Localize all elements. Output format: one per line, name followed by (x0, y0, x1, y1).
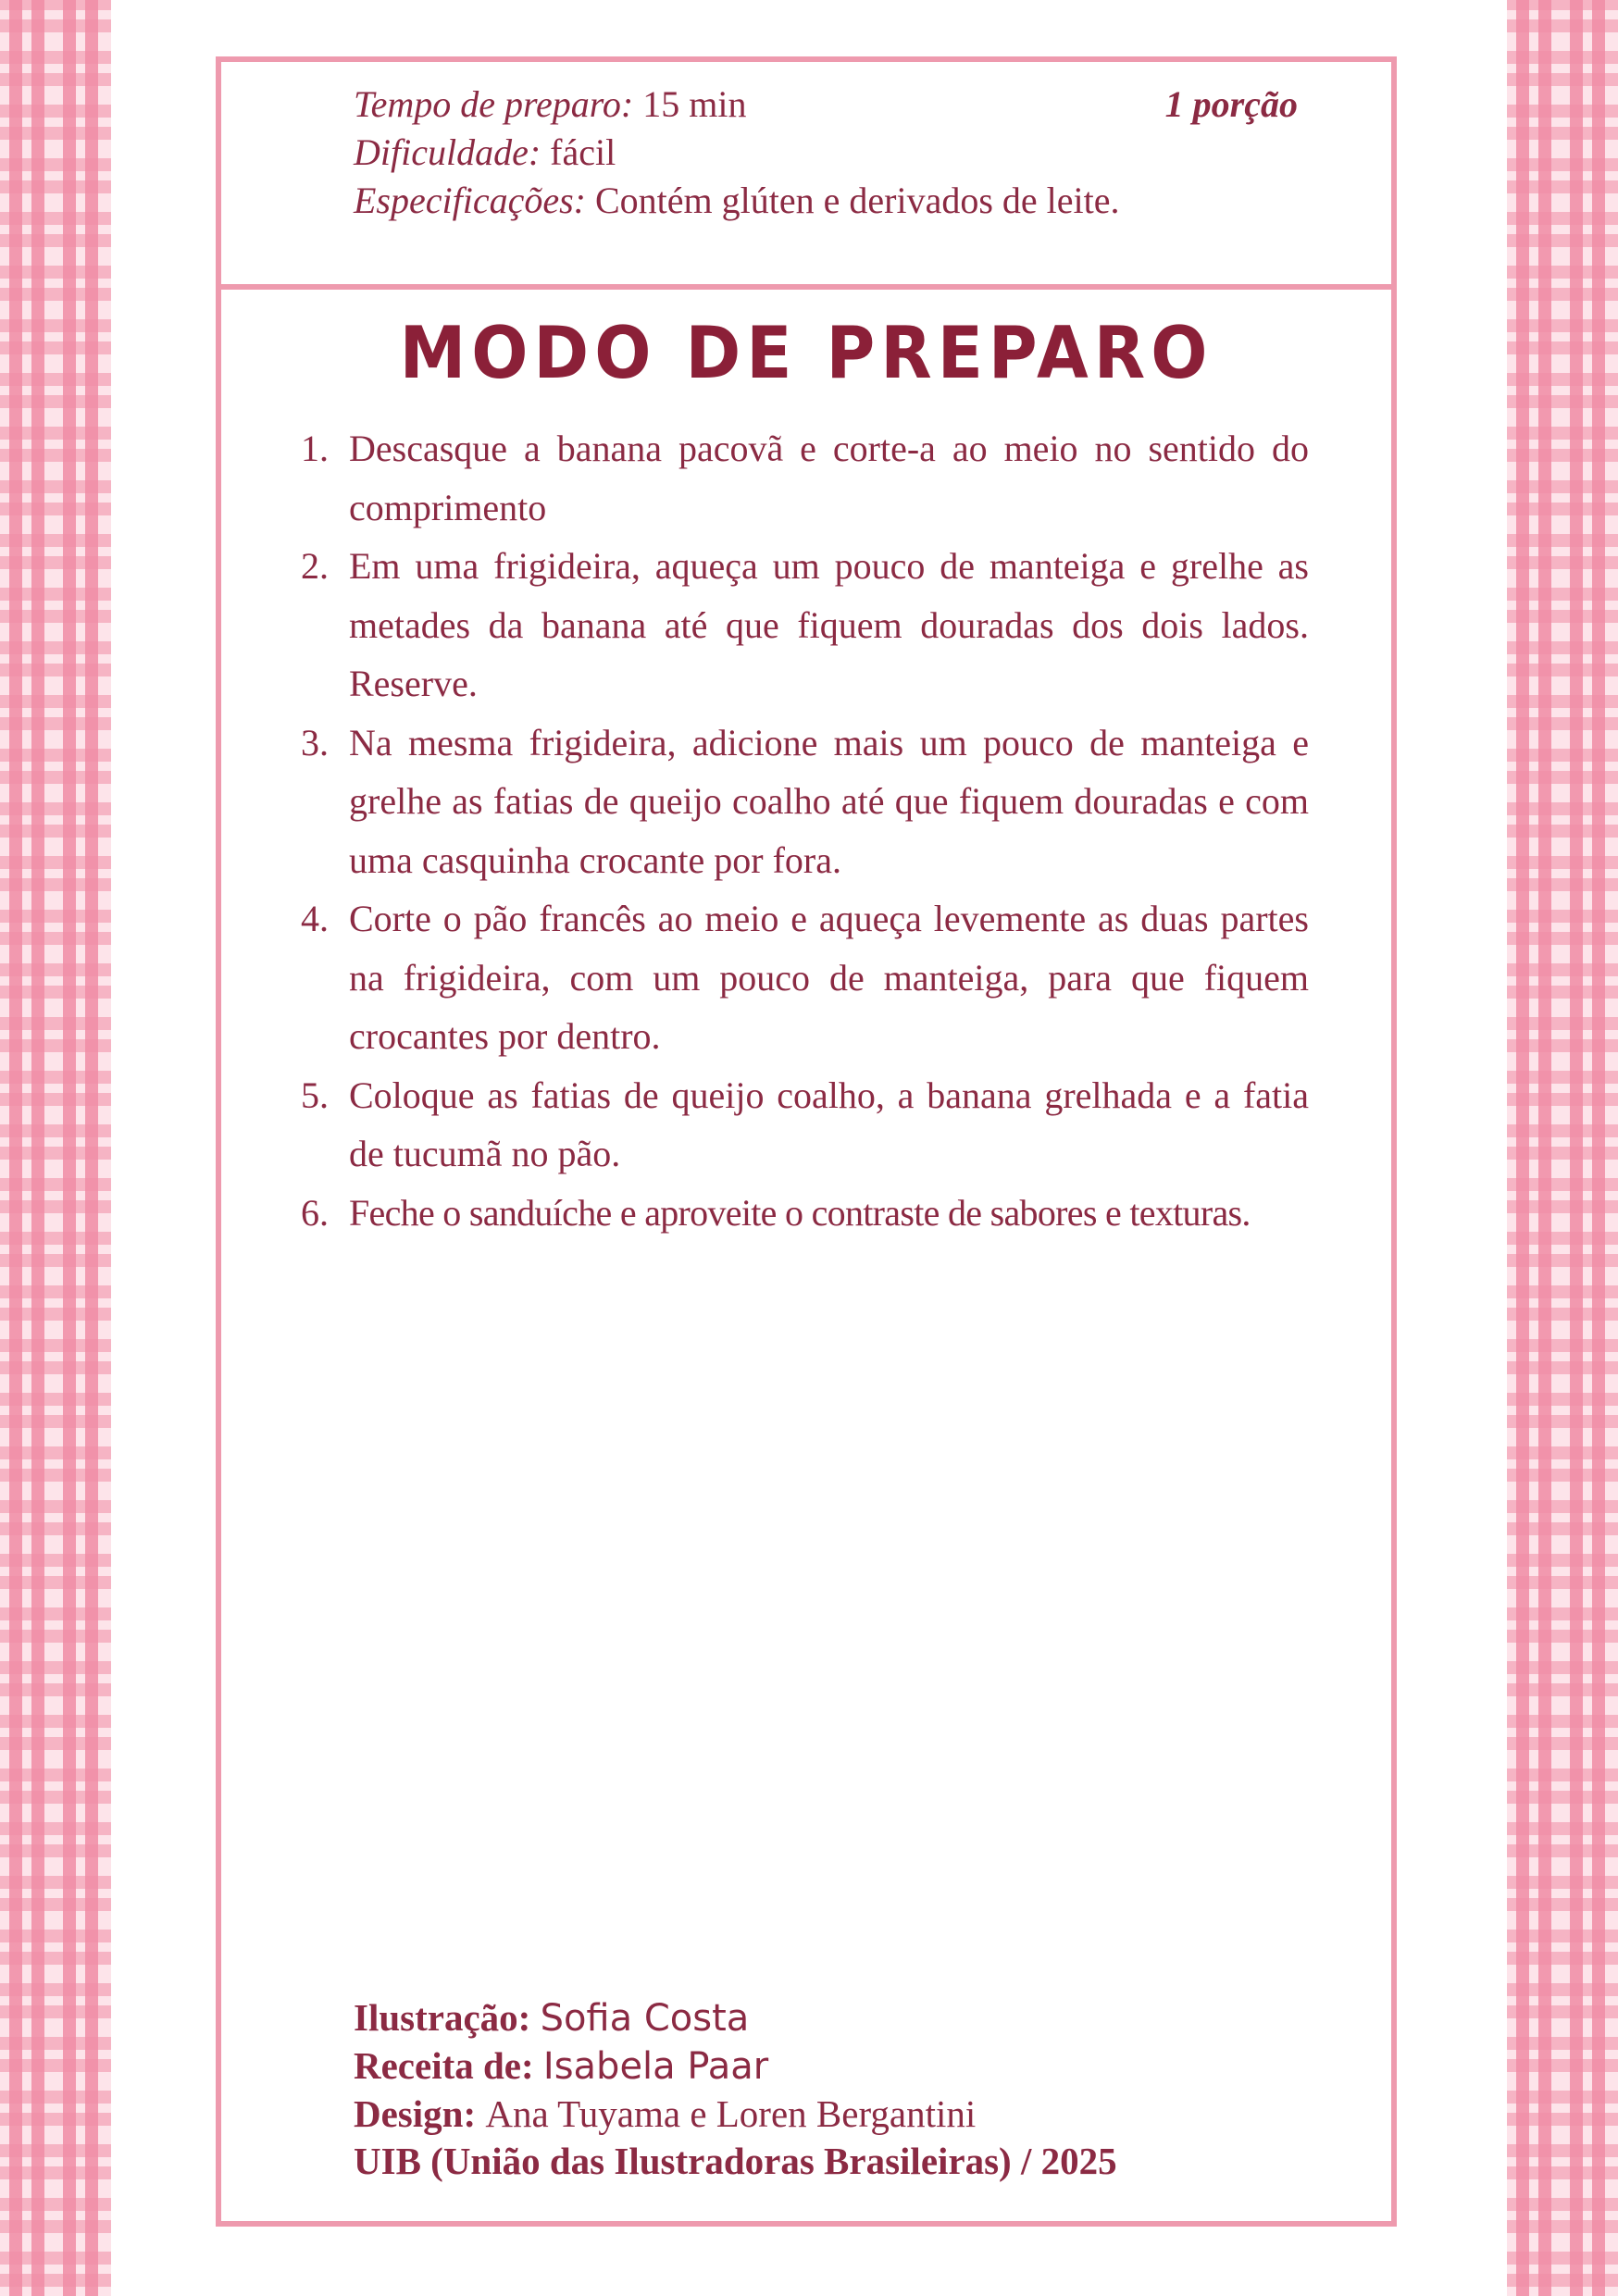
credit-recipe (354, 2042, 1117, 2091)
step-number: 4. (301, 898, 329, 939)
step-number: 1. (301, 428, 329, 469)
credit-illustration: Ilustração: Sofia Costa (354, 1996, 750, 2040)
recipe-label: Receita de: (354, 2044, 534, 2087)
step-item (277, 1066, 1309, 1184)
steps-list (277, 419, 1309, 1242)
design-label: Design: (354, 2092, 477, 2135)
section-title: MODO DE PREPARO (399, 310, 1214, 395)
difficulty-line (354, 129, 1298, 177)
recipe-value: Isabela Paar (542, 2045, 769, 2088)
credit-org (354, 2138, 1117, 2185)
org-label: UIB (União das Ilustradoras Brasileiras) / 2025 (354, 2140, 1117, 2182)
recipe-info (354, 81, 1298, 225)
step-text: Na mesma frigideira, adicione mais um pouco de manteiga e grelhe as fatias de queijo coalho até que fiquem douradas e com uma casquinha crocante por fora. (349, 721, 1309, 881)
step-text: Descasque a banana pacovã e corte-a ao meio no sentido do comprimento (349, 428, 1309, 528)
step-item (277, 889, 1309, 1066)
prep-time-line (354, 81, 1298, 129)
step-item (277, 714, 1309, 890)
step-text: Feche o sanduíche e aproveite o contraste de sabores e texturas. (349, 1191, 1251, 1234)
specs-value: Contém glúten e derivados de leite. (595, 180, 1120, 221)
step-text: Em uma frigideira, aqueça um pouco de manteiga e grelhe as metades da banana até que fiquem douradas dos dois lados. Reserve. (349, 545, 1309, 704)
step-item (277, 537, 1309, 714)
design-value: Ana Tuyama e Loren Bergantini (485, 2092, 977, 2135)
recipe-card (216, 56, 1397, 2227)
plaid-border-right (1507, 0, 1618, 2296)
credit-design (354, 2091, 1117, 2138)
card-divider (221, 284, 1391, 290)
difficulty-value: fácil (550, 131, 616, 173)
portion-label: 1 porção (1164, 83, 1298, 125)
plaid-border-left (0, 0, 111, 2296)
step-text: Coloque as fatias de queijo coalho, a banana grelhada e a fatia de tucumã no pão. (349, 1074, 1309, 1174)
credits (354, 1994, 1117, 2185)
step-number: 5. (301, 1074, 329, 1116)
specs-line (354, 177, 1298, 225)
illustration-value: Sofia Costa (540, 1997, 750, 2040)
step-item (277, 1184, 1309, 1243)
prep-time-value: 15 min (642, 83, 747, 125)
step-text: Corte o pão francês ao meio e aqueça levemente as duas partes na frigideira, com um pouco de manteiga, para que fiquem crocantes por dentro. (349, 898, 1309, 1057)
step-number: 6. (301, 1191, 329, 1234)
prep-time-label: Tempo de preparo: (354, 83, 634, 125)
specs-label: Especificações: (354, 180, 586, 221)
illustration-label: Ilustração (354, 1996, 518, 2039)
difficulty-label: Dificuldade: (354, 131, 541, 173)
step-item (277, 419, 1309, 537)
step-number: 3. (301, 721, 329, 763)
step-number: 2. (301, 545, 329, 587)
